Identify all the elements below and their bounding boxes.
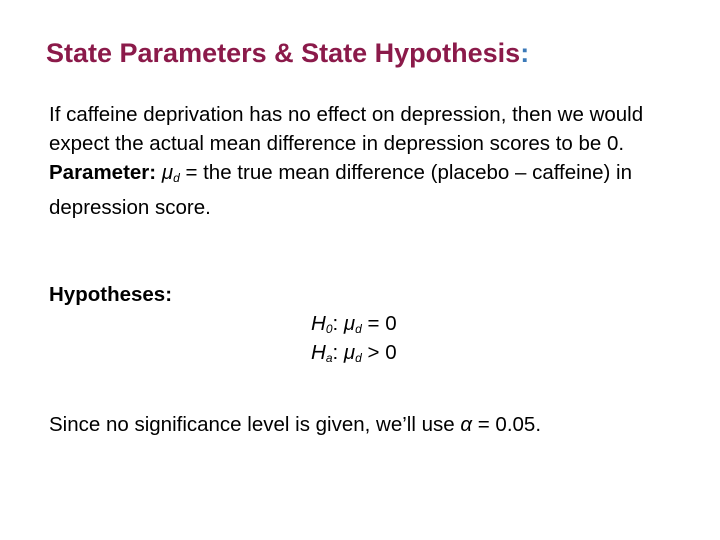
alt-mu-subscript: d [355, 351, 362, 365]
null-mu: μ [343, 312, 356, 335]
body-text [49, 100, 679, 222]
parameter-text: = the true mean difference (placebo – caffeine) in depression score. [49, 161, 632, 219]
parameter-symbol: μ [161, 161, 174, 184]
slide-title-colon: : [520, 38, 530, 68]
parameter-paragraph [49, 158, 679, 222]
null-colon: : [332, 312, 344, 335]
slide-title-text: State Parameters & State Hypothesis [46, 38, 521, 68]
slide-title [46, 38, 529, 69]
null-hypothesis [311, 312, 397, 336]
null-h-subscript: 0 [325, 322, 333, 336]
alpha-symbol: α [460, 413, 473, 436]
significance-text-after: = 0.05. [472, 413, 542, 436]
alt-mu: μ [343, 341, 356, 364]
alt-h-subscript: a [325, 351, 333, 365]
null-h: H [311, 312, 326, 335]
alternative-hypothesis [311, 341, 397, 365]
hypotheses-label: Hypotheses: [49, 283, 173, 306]
parameter-subscript: d [173, 171, 180, 185]
alt-rest: > 0 [361, 341, 397, 364]
significance-line [49, 413, 541, 437]
intro-paragraph: If caffeine deprivation has no effect on depression, then we would expect the actual mean difference in depression scores to be 0. [49, 103, 644, 155]
alt-colon: : [332, 341, 344, 364]
parameter-label: Parameter: [49, 161, 157, 184]
null-mu-subscript: d [355, 322, 362, 336]
null-rest: = 0 [361, 312, 397, 335]
alt-h: H [311, 341, 326, 364]
significance-text-before: Since no significance level is given, we’ll use [49, 413, 461, 436]
